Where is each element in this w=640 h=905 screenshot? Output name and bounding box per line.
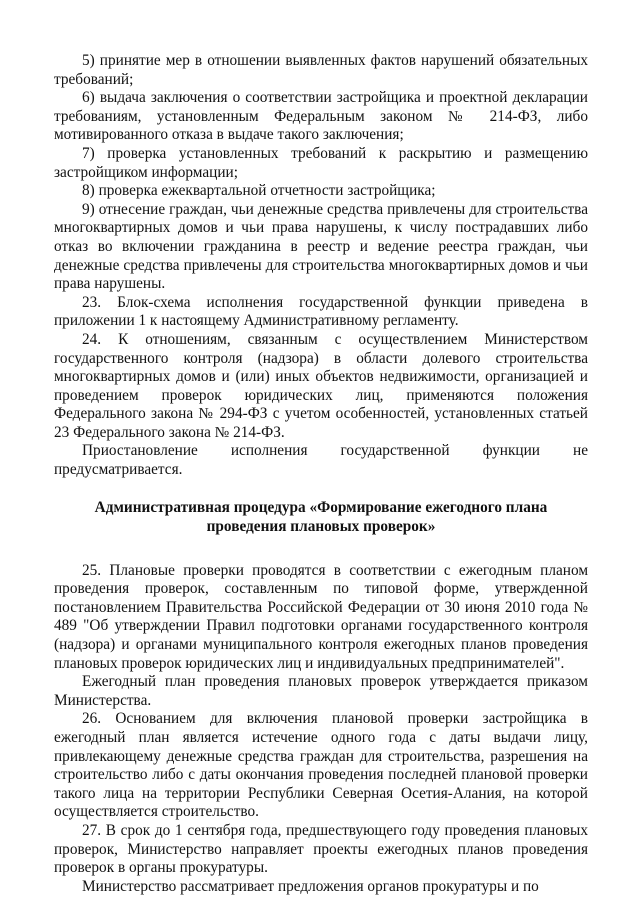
paragraph-26: 26. Основанием для включения плановой проверки застройщика в ежегодный план является истечение одного года с даты выдачи лицу, привлекающему денежные средства граждан для строительства, разрешения на строительство либо с даты окончания проведения последней плановой проверки такого лица на территории Республики Северная Осетия-Алания, на которой осуществляется строительство. xyxy=(54,710,588,821)
document-page xyxy=(54,52,588,896)
section-heading-line-1: Административная процедура «Формирование ежегодного плана xyxy=(94,498,548,516)
paragraph-25: 25. Плановые проверки проводятся в соответствии с ежегодным планом проведения проверок, составленным по типовой форме, утвержденной постановлением Правительства Российской Федерации от 30 июня 2010 года № 489 "Об утверждении Правил подготовки органами государственного контроля (надзора) и органами муниципального контроля ежегодных планов проведения плановых проверок юридических лиц и индивидуальных предпринимателей". xyxy=(54,561,588,672)
paragraph-suspension: Приостановление исполнения государственной функции не предусматривается. xyxy=(54,442,588,479)
list-item-7: 7) проверка установленных требований к раскрытию и размещению застройщиком информации; xyxy=(54,144,588,181)
section-heading xyxy=(54,498,588,536)
paragraph-27: 27. В срок до 1 сентября года, предшествующего году проведения плановых проверок, Министерство направляет проекты ежегодных планов проведения проверок в органы прокуратуры. xyxy=(54,821,588,877)
paragraph-24: 24. К отношениям, связанным с осуществлением Министерством государственного контроля (надзора) в области долевого строительства многоквартирных домов и (или) иных объектов недвижимости, организацией и проведением проверок юридических лиц, применяются положения Федерального закона № 294-ФЗ с учетом особенностей, установленных статьей 23 Федерального закона № 214-ФЗ. xyxy=(54,330,588,441)
list-item-8: 8) проверка ежеквартальной отчетности застройщика; xyxy=(82,182,436,200)
list-item-9: 9) отнесение граждан, чьи денежные средства привлечены для строительства многоквартирных домов и чьи права нарушены, к числу пострадавших либо отказ во включении гражданина в реестр и ведение реестра граждан, чьи денежные средства привлечены для строительства многоквартирных домов и чьи права нарушены. xyxy=(54,200,588,293)
paragraph-annual-plan: Ежегодный план проведения плановых проверок утверждается приказом Министерства. xyxy=(54,673,588,709)
list-item-6: 6) выдача заключения о соответствии застройщика и проектной декларации требованиям, установленным Федеральным законом № 214-ФЗ, либо мотивированного отказа в выдаче такого заключения; xyxy=(54,89,588,144)
list-item-5: 5) принятие мер в отношении выявленных фактов нарушений обязательных требований; xyxy=(54,52,588,88)
section-heading-line-2: проведения плановых проверок» xyxy=(206,517,436,535)
paragraph-last: Министерство рассматривает предложения органов прокуратуры и по xyxy=(82,877,539,895)
paragraph-23: 23. Блок-схема исполнения государственной функции приведена в приложении 1 к настоящему Административному регламенту. xyxy=(54,293,588,330)
